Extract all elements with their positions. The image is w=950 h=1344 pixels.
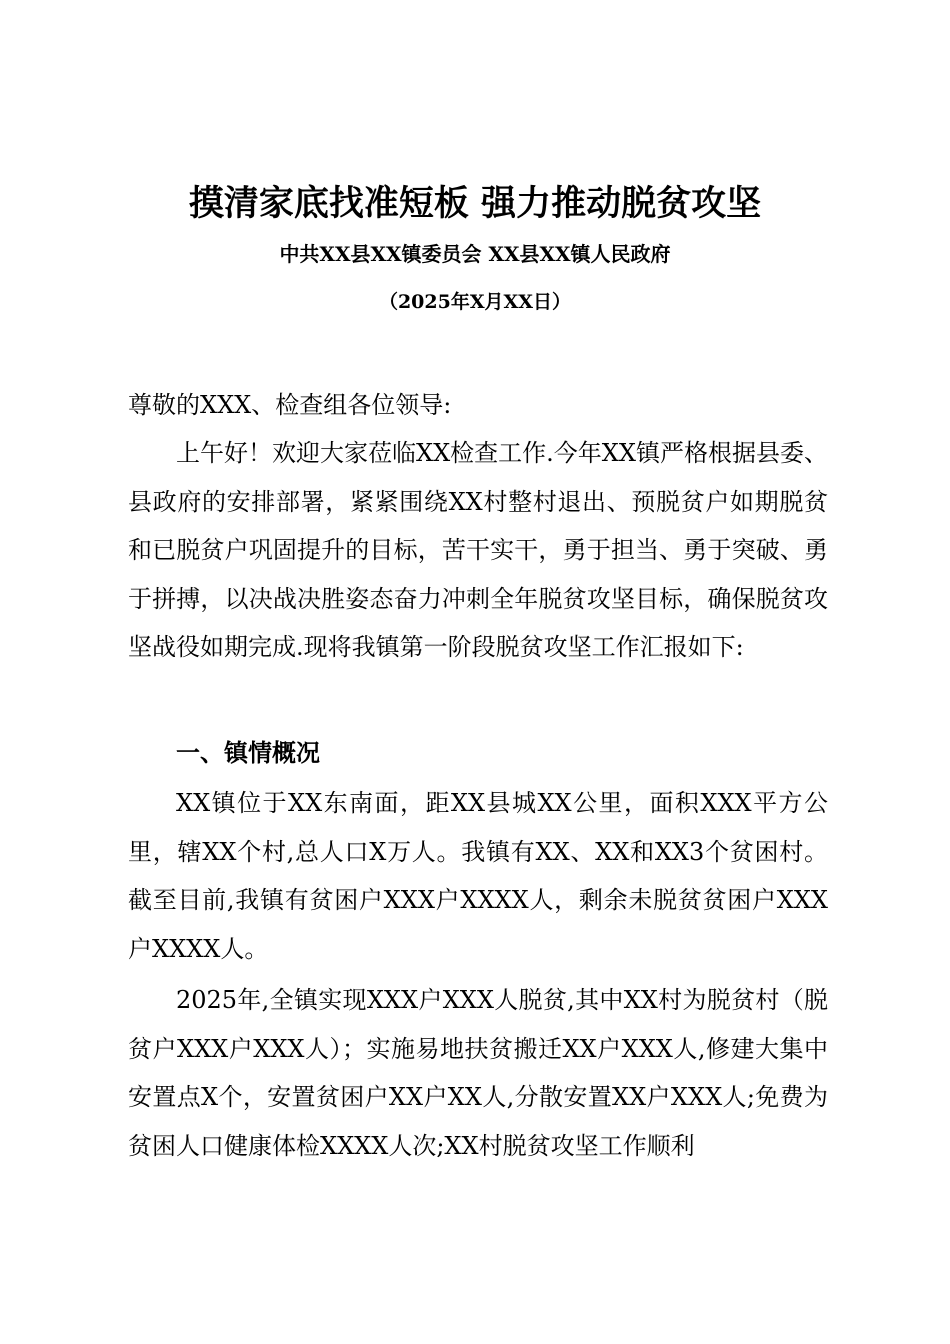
issuing-organization: 中共XX县XX镇委员会 XX县XX镇人民政府 — [279, 242, 671, 266]
document-date: （2025年X月XX日） — [378, 291, 572, 313]
paragraph-2025-results: 2025年,全镇实现XXX户XXX人脱贫,其中XX村为脱贫村（脱贫户XXX户XXX人）；实施易地扶贫搬迁XX户XXX人,修建大集中安置点X个，安置贫困户XX户XX人,分散安置XX户XXX人;免费为贫困人口健康体检XXXX人次;XX村脱贫攻坚工作顺利 — [128, 986, 828, 1160]
section-heading-town-overview: 一、镇情概况 — [176, 739, 320, 767]
paragraph-town-overview: XX镇位于XX东南面，距XX县城XX公里，面积XXX平方公里，辖XX个村,总人口X万人。我镇有XX、XX和XX3个贫困村。截至目前,我镇有贫困户XXX户XXXX人，剩余未脱贫贫困户XXX户XXXX人。 — [128, 789, 828, 963]
document-title: 摸清家底找准短板 强力推动脱贫攻坚 — [188, 183, 762, 224]
salutation: 尊敬的XXX、检查组各位领导: — [128, 391, 452, 419]
paragraph-intro: 上午好！欢迎大家莅临XX检查工作.今年XX镇严格根据县委、县政府的安排部署，紧紧围绕XX村整村退出、预脱贫户如期脱贫和已脱贫户巩固提升的目标，苦干实干，勇于担当、勇于突破、勇于拼搏，以决战决胜姿态奋力冲刺全年脱贫攻坚目标，确保脱贫攻坚战役如期完成.现将我镇第一阶段脱贫攻坚工作汇报如下: — [128, 439, 828, 661]
